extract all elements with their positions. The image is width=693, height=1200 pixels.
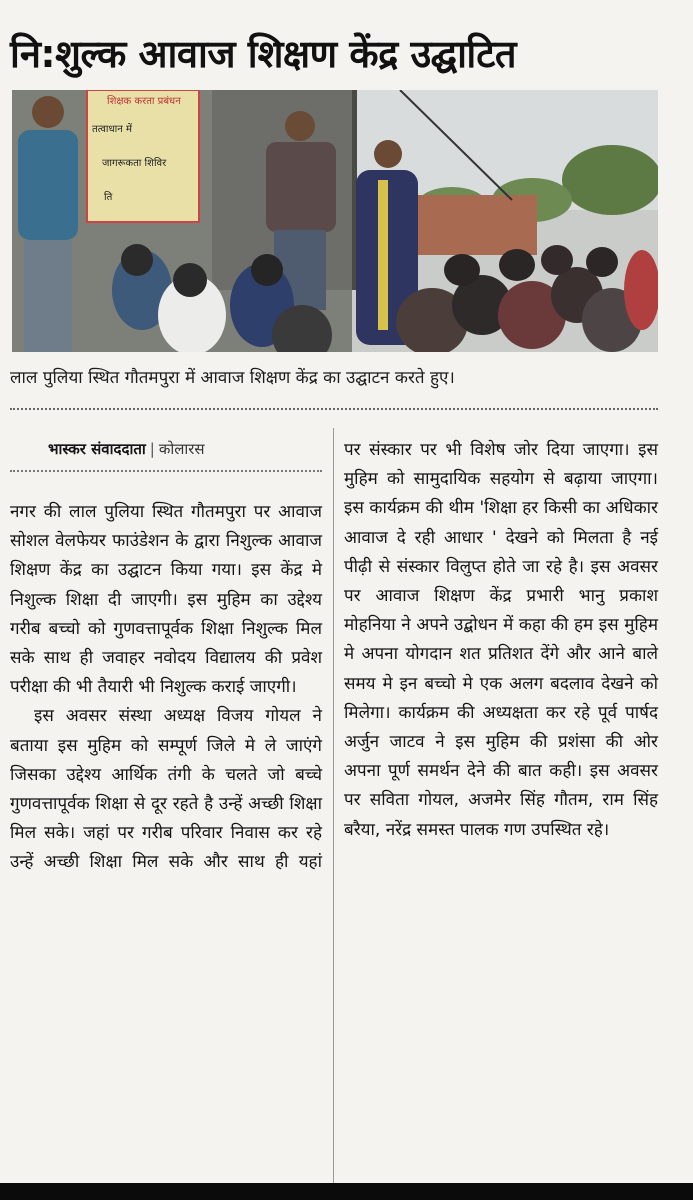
headline: नि:शुल्क आवाज शिक्षण केंद्र उद्घाटित — [10, 32, 517, 76]
banner-text: ति — [104, 192, 113, 203]
article-paragraph: पर संस्कार पर भी विशेष जोर दिया जाएगा। इस मुहिम को सामुदायिक सहयोग से बढ़ाया जाएगा। इस कार्यक्रम की थीम 'शिक्षा हर किसी का अधिकार आवाज दे रही आधार ' देखने को मिलता है नई पीढ़ी से संस्कार विलुप्त होते जा रहे है। इस अवसर पर आवाज शिक्षण केंद्र प्रभारी भानु प्रकाश मोहनिया ने अपने उद्बोधन में कहा की हम इस मुहिम मे अपना योगदान शत प्रतिशत देंगे और आने बाले समय मे इन बच्चो मे एक अलग बदलाव देखने को मिलेगा। कार्यक्रम की अध्यक्षता कर रहे पूर्व पार्षद अर्जुन जाटव ने इस मुहिम की प्रशंसा की ओर अपना पूर्ण समर्थन देने की बात कही। इस अवसर पर सविता गोयल, अजमेर सिंह गौतम, राम सिंह बरैया, नरेंद्र समस्त पालक गण उपस्थित रहे। — [344, 440, 658, 840]
byline-separator: | — [149, 440, 155, 458]
article-column-right — [344, 436, 658, 845]
footer-bar — [0, 1183, 693, 1200]
column-divider — [333, 428, 334, 1183]
caption-divider — [10, 408, 658, 410]
article-paragraph: इस अवसर संस्था अध्यक्ष विजय गोयल ने बताया इस मुहिम को सम्पूर्ण जिले मे ले जाएंगे जिसका उद्देश्य आर्थिक तंगी के चलते जो बच्चे गुणवत्तापूर्वक शिक्षा से दूर रहते है उन्हें अच्छी शिक्षा मिल सके। जहां पर गरीब परिवार निवास कर रहे उन्हें अच्छी शिक्षा मिल सके और साथ ही यहां — [10, 706, 322, 873]
byline-reporter: भास्कर संवाददाता — [48, 440, 146, 458]
event-photo — [12, 90, 658, 352]
article-column-left — [10, 498, 322, 878]
article-paragraph: नगर की लाल पुलिया स्थित गौतमपुरा पर आवाज सोशल वेलफेयर फाउंडेशन के द्वारा निशुल्क आवाज शिक्षण केंद्र का उद्घाटन किया गया। इस केंद्र मे निशुल्क शिक्षा दी जाएगी। इस मुहिम का उद्देश्य गरीब बच्चो को गुणवत्तापूर्वक शिक्षा निशुल्क मिल सके साथ ही जवाहर नवोदय विद्यालय की प्रवेश परीक्षा की भी तैयारी भी निशुल्क कराई जाएगी। — [10, 502, 322, 698]
byline-divider — [10, 470, 322, 472]
banner-text: शिक्षक करता प्रबंधन — [107, 96, 181, 107]
byline — [48, 436, 205, 462]
banner-text: जागरूकता शिविर — [102, 158, 167, 169]
banner-text: तत्वाधान में — [92, 124, 132, 135]
photo-caption: लाल पुलिया स्थित गौतमपुरा में आवाज शिक्षण केंद्र का उद्घाटन करते हुए। — [10, 368, 455, 388]
byline-place: कोलारस — [158, 440, 205, 458]
